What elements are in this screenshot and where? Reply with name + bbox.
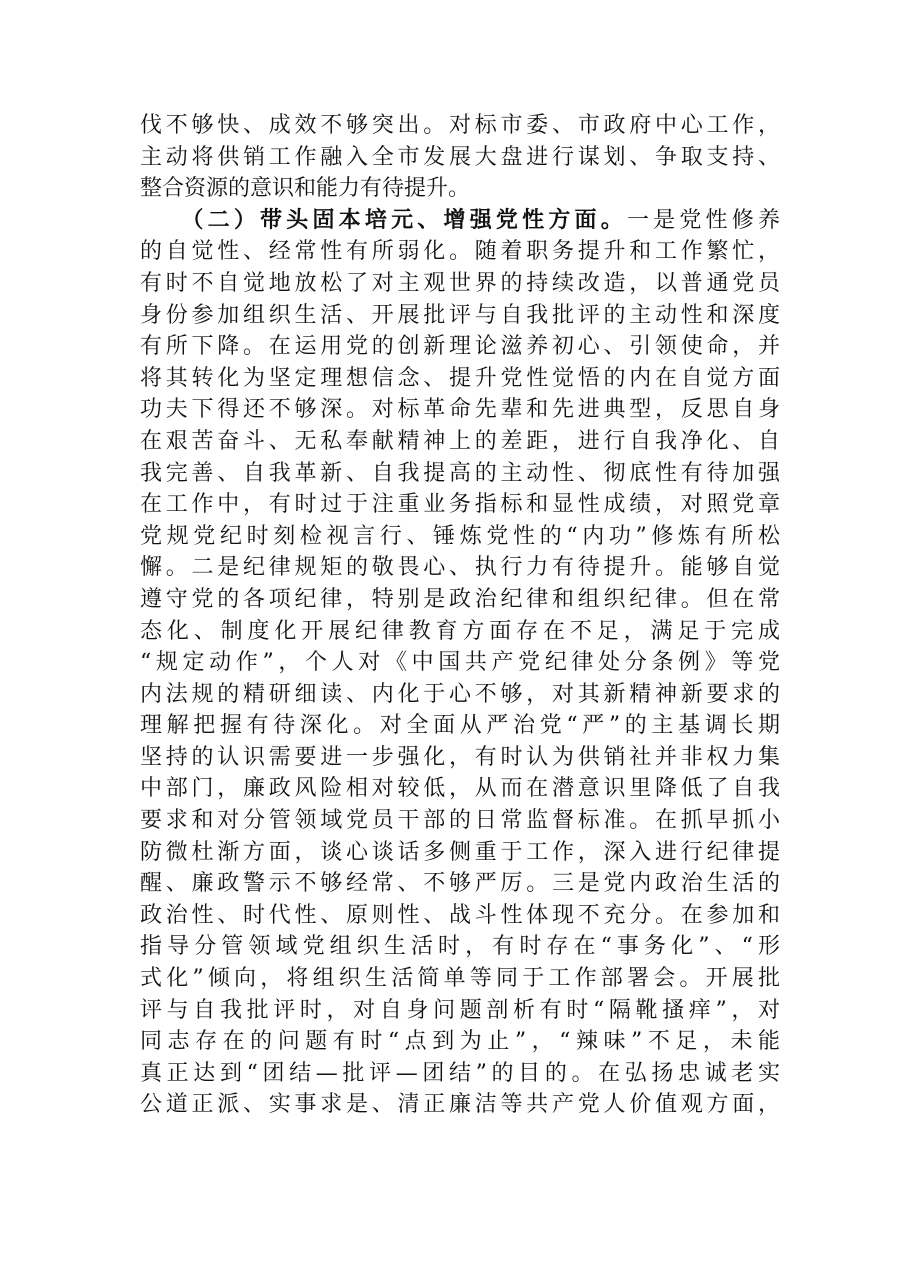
line-text: “规定动作”，个人对《中国共产党纪律处分条例》等党 (140, 650, 780, 676)
text-line (140, 584, 780, 616)
line-text: 的自觉性、经常性有所弱化。随着职务提升和工作繁忙， (140, 239, 780, 265)
line-text: 理解把握有待深化。对全面从严治党“严”的主基调长期 (140, 713, 780, 739)
text-line (140, 773, 780, 805)
line-text: 功夫下得还不够深。对标革命先辈和先进典型，反思自身 (140, 397, 780, 423)
text-line (140, 331, 780, 363)
text-line (140, 236, 780, 268)
line-text: 坚持的认识需要进一步强化，有时认为供销社并非权力集 (140, 744, 780, 770)
line-text: 政治性、时代性、原则性、战斗性体现不充分。在参加和 (140, 902, 780, 928)
line-text: 在工作中，有时过于注重业务指标和显性成绩，对照党章 (140, 492, 780, 518)
text-line (140, 647, 780, 679)
line-text: 懈。二是纪律规矩的敬畏心、执行力有待提升。能够自觉 (140, 555, 780, 581)
body-text (140, 110, 780, 1121)
line-text: 有所下降。在运用党的创新理论滋养初心、引领使命，并 (140, 334, 780, 360)
line-text: 一是党性修养 (626, 207, 780, 233)
line-text: 有时不自觉地放松了对主观世界的持续改造，以普通党员 (140, 270, 780, 296)
line-text: 整合资源的意识和能力有待提升。 (140, 176, 471, 202)
line-text: 同志存在的问题有时“点到为止”，“辣味”不足，未能 (140, 1029, 780, 1055)
text-line (140, 1026, 780, 1058)
text-line (140, 110, 780, 142)
line-text: 评与自我批评时，对自身问题剖析有时“隔靴搔痒”，对 (140, 997, 780, 1023)
line-text: 在艰苦奋斗、无私奉献精神上的差距，进行自我净化、自 (140, 428, 780, 454)
line-text: 要求和对分管领域党员干部的日常监督标准。在抓早抓小 (140, 808, 780, 834)
text-line (140, 363, 780, 395)
text-line (140, 1058, 780, 1090)
text-line (140, 394, 780, 426)
line-text: 醒、廉政警示不够经常、不够严厉。三是党内政治生活的 (140, 871, 780, 897)
text-line (140, 489, 780, 521)
line-text: 式化”倾向，将组织生活简单等同于工作部署会。开展批 (140, 966, 780, 992)
text-line (140, 173, 780, 205)
text-line (140, 616, 780, 648)
text-line (140, 552, 780, 584)
text-line (140, 742, 780, 774)
line-text: 中部门，廉政风险相对较低，从而在潜意识里降低了自我 (140, 776, 780, 802)
line-text: 公道正派、实事求是、清正廉洁等共产党人价值观方面， (140, 1092, 780, 1118)
line-text: 伐不够快、成效不够突出。对标市委、市政府中心工作， (140, 113, 780, 138)
line-text: 真正达到“团结—批评—团结”的目的。在弘扬忠诚老实 (140, 1060, 780, 1086)
line-text: 主动将供销工作融入全市发展大盘进行谋划、争取支持、 (140, 144, 780, 170)
text-line (140, 268, 780, 300)
line-text: 防微杜渐方面，谈心谈话多侧重于工作，深入进行纪律提 (140, 839, 780, 865)
text-line (140, 458, 780, 490)
text-line (140, 805, 780, 837)
text-line (140, 931, 780, 963)
line-text: 指导分管领域党组织生活时，有时存在“事务化”、“形 (140, 934, 780, 960)
text-line (140, 521, 780, 553)
text-line (140, 963, 780, 995)
text-line (140, 1089, 780, 1121)
line-text: 遵守党的各项纪律，特别是政治纪律和组织纪律。但在常 (140, 586, 780, 612)
text-line (140, 995, 780, 1027)
text-line (140, 300, 780, 332)
text-line (140, 205, 780, 237)
line-text: 态化、制度化开展纪律教育方面存在不足，满足于完成 (140, 618, 780, 644)
text-line (140, 710, 780, 742)
line-text: 党规党纪时刻检视言行、锤炼党性的“内功”修炼有所松 (140, 523, 780, 549)
line-text: 身份参加组织生活、开展批评与自我批评的主动性和深度 (140, 302, 780, 328)
line-text: 将其转化为坚定理想信念、提升党性觉悟的内在自觉方面 (140, 365, 780, 391)
section-heading: （二）带头固本培元、增强党性方面。 (140, 206, 627, 233)
text-line (140, 426, 780, 458)
line-text: 我完善、自我革新、自我提高的主动性、彻底性有待加强 (140, 460, 780, 486)
text-line (140, 837, 780, 869)
text-line (140, 142, 780, 174)
line-text: 内法规的精研细读、内化于心不够，对其新精神新要求的 (140, 681, 780, 707)
text-line (140, 868, 780, 900)
text-line (140, 900, 780, 932)
text-line (140, 679, 780, 711)
